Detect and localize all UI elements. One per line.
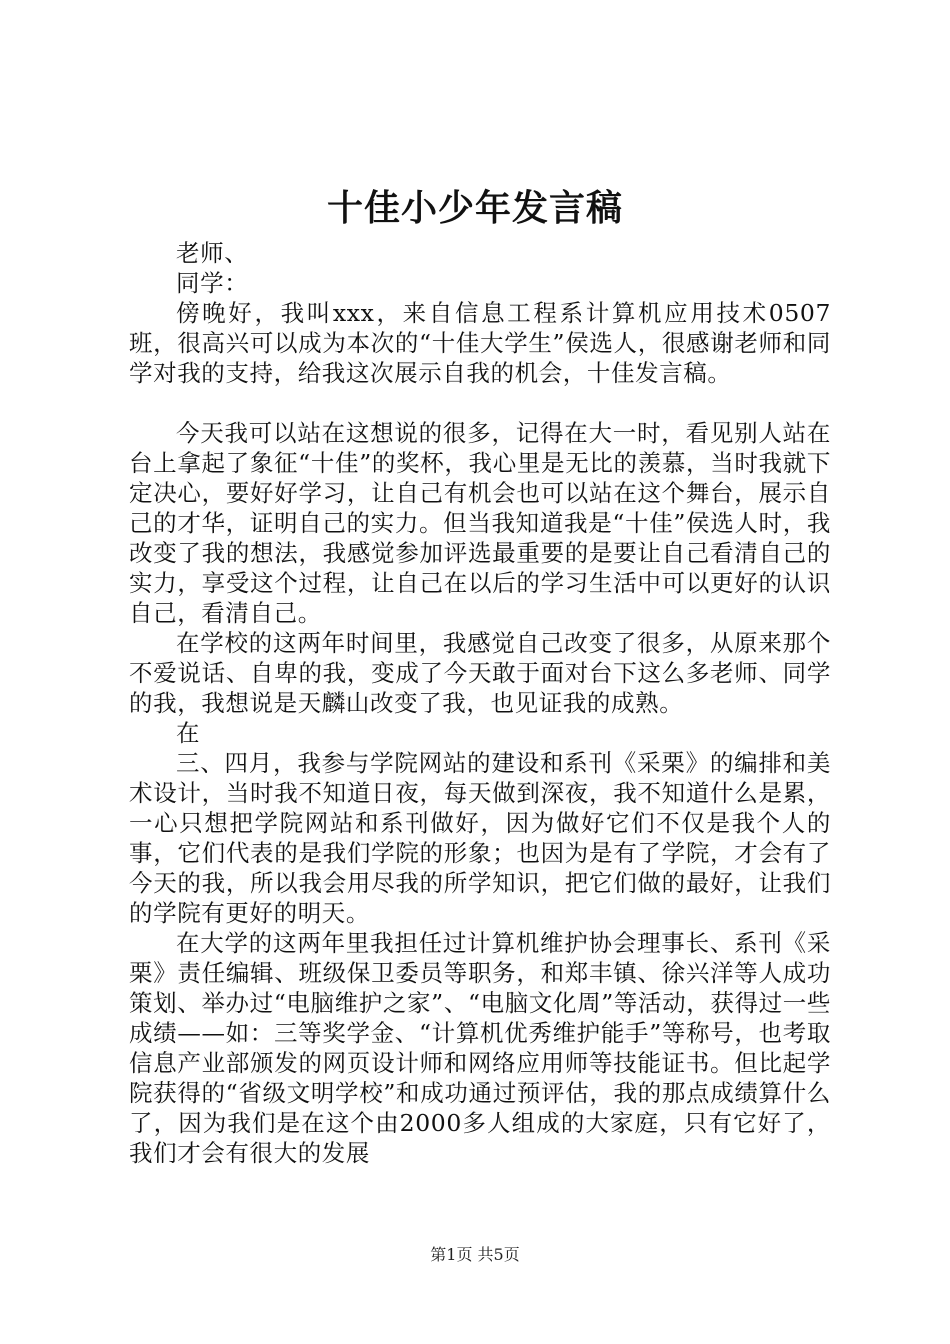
paragraph-two-years: 在学校的这两年时间里，我感觉自己改变了很多，从原来那个不爱说话、自卑的我，变成了今天敢于面对台下这么多老师、同学的我，我想说是天麟山改变了我，也见证我的成熟。 (129, 629, 831, 717)
document-title: 十佳小少年发言稿 (326, 187, 623, 229)
paragraph-fragment: 在 (176, 719, 201, 747)
paragraph-intro: 傍晚好，我叫xxx，来自信息工程系计算机应用技术0507班，很高兴可以成为本次的“十佳大学生”侯选人，很感谢老师和同学对我的支持，给我这次展示自我的机会，十佳发言稿。 (129, 299, 831, 387)
page-number: 第1页 共5页 (430, 1245, 520, 1264)
document-body (129, 238, 831, 1168)
blank-line (129, 388, 831, 418)
salutation-students: 同学： (176, 269, 249, 297)
paragraph-website: 三、四月，我参与学院网站的建设和系刊《采栗》的编排和美术设计，当时我不知道日夜，每天做到深夜，我不知道什么是累，一心只想把学院网站和系刊做好，因为做好它们不仅是我个人的事，它们代表的是我们学院的形象；也因为是有了学院，才会有了今天的我，所以我会用尽我的所学知识，把它们做的最好，让我们的学院有更好的明天。 (129, 749, 831, 927)
paragraph-achievements: 在大学的这两年里我担任过计算机维护协会理事长、系刊《采栗》责任编辑、班级保卫委员等职务，和郑丰镇、徐兴洋等人成功策划、举办过“电脑维护之家”、“电脑文化周”等活动，获得过一些成绩——如：三等奖学金、“计算机优秀维护能手”等称号，也考取信息产业部颁发的网页设计师和网络应用师等技能证书。但比起学院获得的“省级文明学校”和成功通过预评估，我的那点成绩算什么了，因为我们是在这个由2000多人组成的大家庭，只有它好了，我们才会有很大的发展 (129, 929, 831, 1167)
salutation-teachers: 老师、 (176, 239, 249, 267)
paragraph-today: 今天我可以站在这想说的很多，记得在大一时，看见别人站在台上拿起了象征“十佳”的奖杯，我心里是无比的羡慕，当时我就下定决心，要好好学习，让自己有机会也可以站在这个舞台，展示自己的才华，证明自己的实力。但当我知道我是“十佳”侯选人时，我改变了我的想法，我感觉参加评选最重要的是要让自己看清自己的实力，享受这个过程，让自己在以后的学习生活中可以更好的认识自己，看清自己。 (129, 419, 831, 627)
